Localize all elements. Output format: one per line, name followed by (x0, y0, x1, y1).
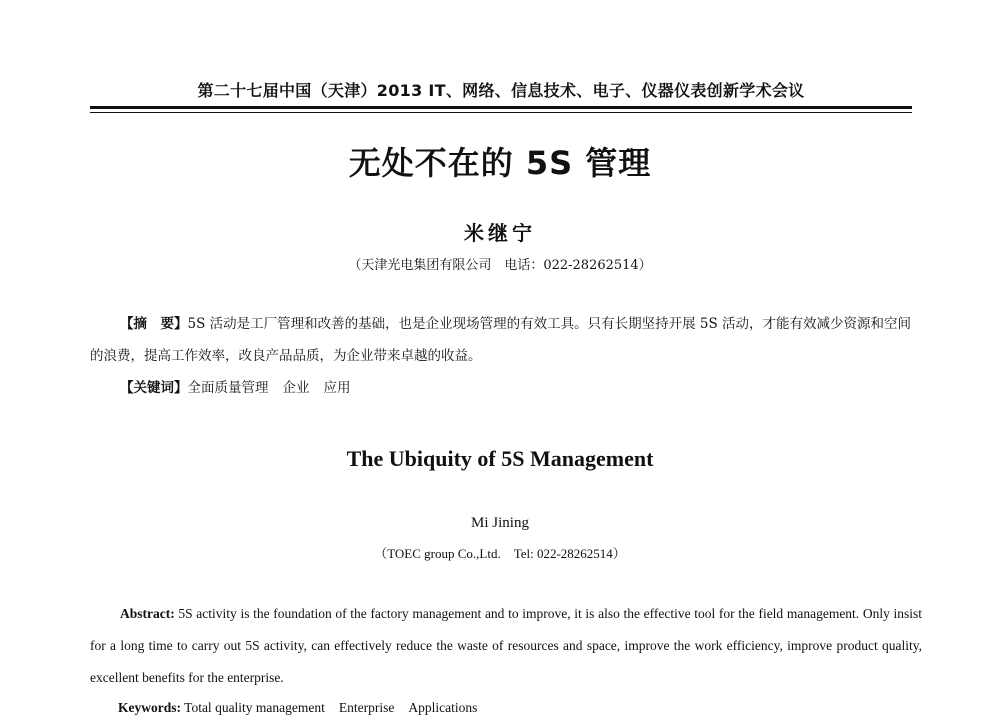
english-abstract-text: 5S activity is the foundation of the factory management and to improve, it is also the effective tool for the field management. Only insist for a long time to carry out 5S activity, can effectively reduce the waste of resources and space, improve the work efficiency, improve product quality, excellent benefits for the enterprise. (90, 606, 923, 685)
chinese-title: 无处不在的 5S 管理 (348, 144, 652, 182)
english-keyword: Enterprise (338, 700, 395, 715)
header-rule-thick (90, 106, 912, 109)
chinese-keyword: 应用 (323, 380, 351, 396)
english-affiliation: （TOEC group Co.,Ltd. Tel: 022-28262514） (374, 546, 626, 561)
chinese-affiliation: （天津光电集团有限公司 电话：022-28262514） (348, 258, 652, 273)
chinese-keywords (120, 372, 910, 404)
chinese-abstract (90, 308, 912, 372)
english-keywords-label: Keywords: (118, 700, 181, 715)
chinese-author: 米继宁 (464, 221, 536, 245)
chinese-keywords-label: 【关键词】 (120, 380, 188, 396)
chinese-keyword: 全面质量管理 (187, 380, 269, 396)
english-abstract (90, 598, 922, 694)
english-keywords (118, 692, 908, 724)
chinese-abstract-text: 5S 活动是工厂管理和改善的基础，也是企业现场管理的有效工具。只有长期坚持开展 5S 活动，才能有效减少资源和空间的浪费，提高工作效率，改良产品品质，为企业带来卓越的收益。 (90, 316, 912, 364)
english-keyword: Total quality management (184, 700, 325, 715)
english-author: Mi Jining (471, 515, 529, 531)
chinese-abstract-label: 【摘 要】 (120, 316, 188, 332)
english-abstract-label: Abstract: (120, 606, 175, 621)
conference-header: 第二十七届中国（天津）2013 IT、网络、信息技术、电子、仪器仪表创新学术会议 (197, 81, 805, 100)
english-keyword: Applications (408, 700, 478, 715)
header-rule-thin (90, 112, 912, 113)
english-title: The Ubiquity of 5S Management (346, 446, 654, 471)
chinese-keyword: 企业 (282, 380, 310, 396)
